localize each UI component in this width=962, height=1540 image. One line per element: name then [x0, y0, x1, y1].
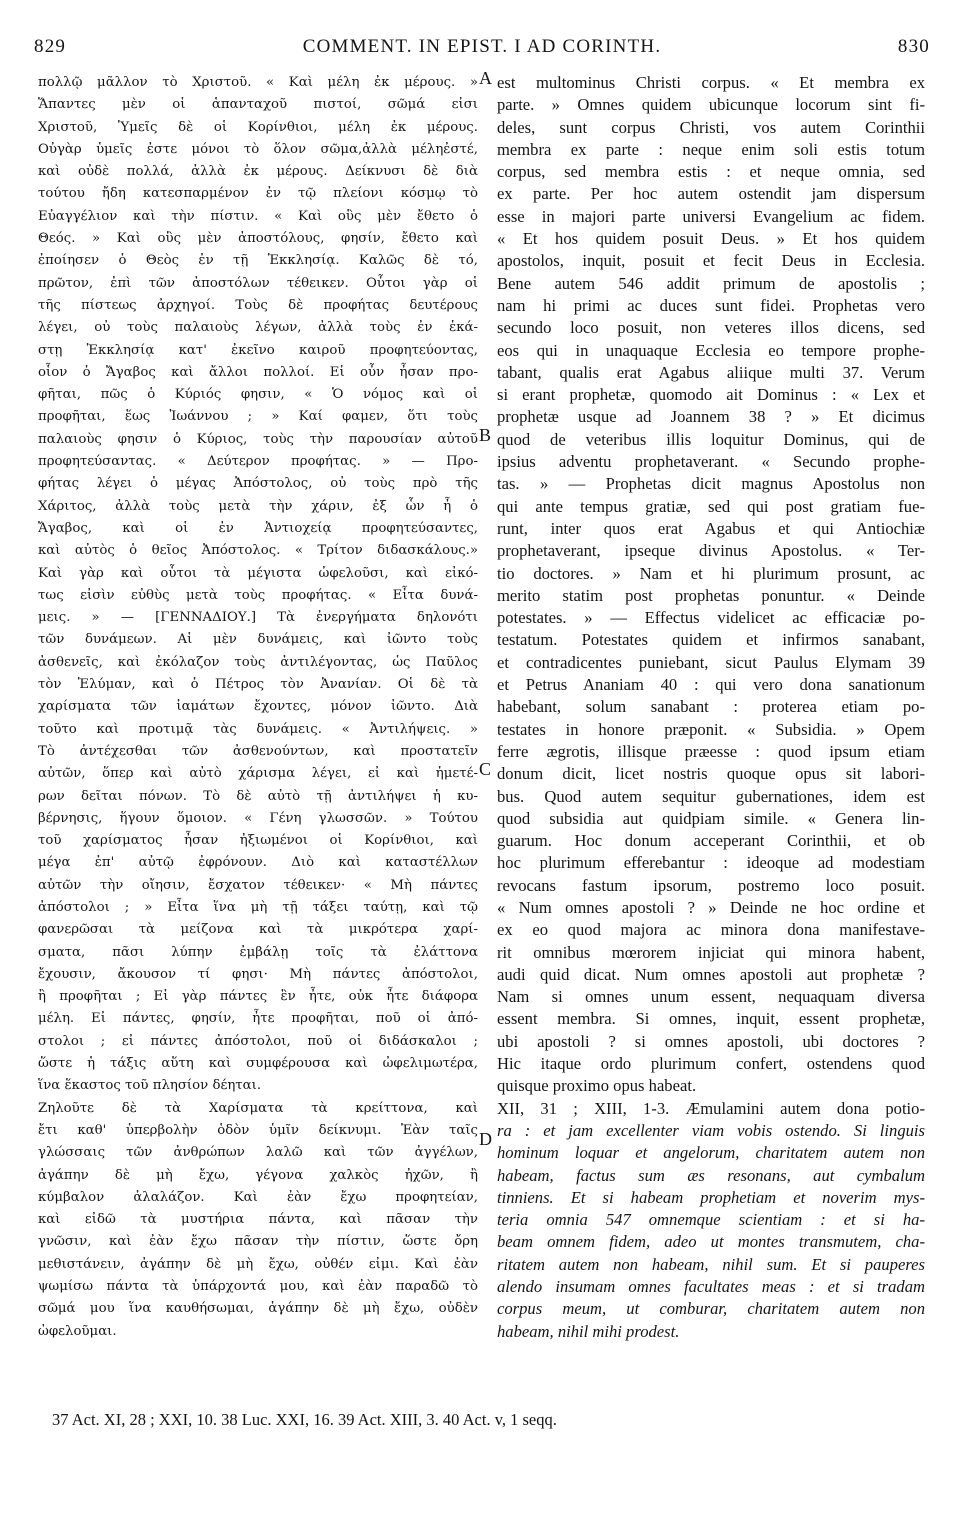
latin-text-line: tabant, qualis erat Agabus aliique multi 37. Verum: [497, 362, 925, 382]
greek-text-line: ψωμίσω πάντα τὰ ὑπάρχοντά μου, καὶ ἐὰν παραδῶ τὸ: [38, 1279, 478, 1295]
latin-text-line: Nam si omnes unum essent, nequaquam diversa: [497, 987, 925, 1007]
latin-text-line: corpus meum, ut comburar, charitatem autem non: [497, 1299, 925, 1319]
greek-column: [38, 72, 478, 1343]
greek-text-line: αὐτῶν, ὅπερ καὶ αὐτὸ χάρισμα λέγει, εἰ καὶ ἡμετέ-: [38, 766, 478, 782]
greek-text-line: στῃ Ἐκκλησίᾳ κατ' ἐκεῖνο καιροῦ προφητεύοντας,: [38, 342, 478, 358]
latin-text-line: ritatem autem non habeam, nihil sum. Et si pauperes: [497, 1254, 925, 1274]
latin-text-line: parte. » Omnes quidem ubicunque locorum sint fi-: [497, 95, 925, 115]
latin-text-line: nam hi primi ac duces sunt fidei. Prophetas vero: [497, 295, 925, 315]
greek-text-line: οἷον ὁ Ἄγαβος καὶ ἄλλοι πολλοί. Εἰ οὖν ἦσαν προ-: [38, 364, 478, 380]
latin-text-line: teria omnia 547 omnemque scientiam : et si ha-: [497, 1210, 925, 1230]
greek-text-line: Εὐαγγέλιον καὶ τὴν πίστιν. « Καὶ οὓς μὲν ἔθετο ὁ: [38, 208, 478, 224]
latin-text-line: guarum. Hoc donum acceperant Corinthii, et ob: [497, 831, 925, 851]
greek-text-line: ὠφελοῦμαι.: [38, 1323, 117, 1339]
latin-text-line: esse in majori parte universi Evangelium ac fidem.: [497, 206, 925, 226]
greek-text-line: ὥστε ἡ τάξις αὕτη καὶ συμφέρουσα καὶ ὠφελιμωτέρα,: [38, 1056, 478, 1072]
greek-text-line: Τὸ ἀντέχεσθαι τῶν ἀσθενούντων, καὶ προστατεῖν: [38, 743, 478, 759]
latin-text-line: quod de veteribus illis loquitur Dominus, qui de: [497, 429, 925, 449]
greek-text-line: ἔτι καθ' ὑπερβολὴν ὁδὸν ὑμῖν δείκνυμι. Ἐὰν ταῖς: [38, 1122, 478, 1138]
greek-text-line: στολοι ; εἰ πάντες ἀπόστολοι, ποῦ οἱ διδάσκαλοι ;: [38, 1033, 478, 1049]
latin-text-line: habeam, nihil mihi prodest.: [497, 1321, 680, 1341]
latin-text-line: rit omnibus mœrorem injiciat qui minora habent,: [497, 942, 925, 962]
greek-text-line: ἢ προφῆται ; Εἰ γὰρ πάντες ἓν ἦτε, οὐκ ἦτε διάφορα: [38, 989, 478, 1005]
latin-text-line: beam omnem fidem, adeo ut montes transmutem, cha-: [497, 1232, 925, 1252]
greek-text-line: χαρίσματα τῶν ἰαμάτων ἔχοντες, μόνον ἰῶντο. Διὰ: [38, 699, 478, 715]
greek-text-line: τῶν δυνάμεων. Αἱ μὲν δυνάμεις, καὶ ἰῶντο τοὺς: [38, 632, 478, 648]
latin-text-line: prophetaverant, ipseque divinus Apostolus. « Ter-: [497, 541, 925, 561]
greek-text-line: τούτου ἤδη κατεσπαρμένον ἐν τῷ πλείονι κόσμῳ τὸ: [38, 186, 478, 202]
greek-text-line: ἔχουσιν, ἄκουσον τί φησι· Μὴ πάντες ἀπόστολοι,: [38, 966, 478, 982]
latin-text-line: essent membra. Si omnes, inquit, essent prophetæ,: [497, 1009, 925, 1029]
greek-text-line: βέρνησις, ἥγουν ὅμοιον. « Γένη γλωσσῶν. » Τούτου: [38, 810, 478, 826]
greek-text-line: καὶ αὐτὸς ὁ θεῖος Ἀπόστολος. « Τρίτον διδασκάλους.»: [38, 543, 478, 559]
latin-text-line: est multominus Christi corpus. « Et membra ex: [497, 73, 925, 92]
greek-text-line: ρων δεῖται πόνων. Τὸ δὲ αὐτὸ τῇ ἀντιλήψει ἡ κυ-: [38, 788, 478, 804]
latin-text-line: tio doctores. » Nam et hi plurimum prosunt, ac: [497, 563, 925, 583]
latin-text-line: testatum. Potestates quidem et infirmos sanabant,: [497, 630, 925, 650]
latin-text-line: revocans fastum ipsorum, postremo loco posuit.: [497, 875, 925, 895]
latin-text-line: membra ex parte : neque enim soli estis totum: [497, 139, 925, 159]
greek-text-line: καὶ εἰδῶ τὰ μυστήρια πάντα, καὶ πᾶσαν τὴν: [38, 1212, 478, 1228]
greek-text-line: Χάριτος, ἀλλὰ τοὺς μετὰ τὴν χάριν, ἐξ ὧν ἦ ὁ: [38, 498, 478, 514]
running-header: [34, 36, 930, 60]
greek-text-line: Χριστοῦ, Ὑμεῖς δὲ οἱ Κορίνθιοι, μέλη ἐκ μέρους.: [38, 119, 478, 135]
footnotes: 37 Act. XI, 28 ; XXI, 10. 38 Luc. XXI, 16. 39 Act. XIII, 3. 40 Act. v, 1 seqq.: [52, 1410, 557, 1429]
greek-text-line: γλώσσαις τῶν ἀνθρώπων λαλῶ καὶ τῶν ἀγγέλων,: [38, 1145, 478, 1161]
greek-text-line: τως εἰσὶν εὐθὺς μετὰ τοὺς προφήτας. « Εἶτα δυνά-: [38, 587, 478, 603]
greek-text-line: μέλη. Εἰ πάντες, φησίν, ἦτε προφῆται, ποῦ οἱ ἀπό-: [38, 1011, 478, 1027]
greek-text-line: γνῶσιν, καὶ ἐὰν ἔχω πᾶσαν τὴν πίστιν, ὥστε ὄρη: [38, 1234, 478, 1250]
running-title: COMMENT. IN EPIST. I AD CORINTH.: [302, 36, 662, 57]
greek-text-line: πρῶτον, ἐπὶ τῶν ἀποστόλων τέθεικεν. Οὗτοι γὰρ οἱ: [38, 275, 478, 291]
latin-text-line: quod subsidia aut quidpiam simile. « Genera lin-: [497, 808, 925, 828]
latin-text-line: ex eo quod majora ac minora dona manifestave-: [497, 920, 925, 940]
greek-text-line: μέγα ἐπ' αὐτῷ ἐφρόνουν. Διὸ καὶ καταστέλλων: [38, 855, 478, 871]
greek-text-line: τῆς πίστεως ἀρχηγοί. Τοὺς δὲ προφήτας δευτέρους: [38, 297, 478, 313]
greek-text-line: Καὶ γὰρ καὶ οὗτοι τὰ μέγιστα ὠφελοῦσι, καὶ εἰκό-: [38, 565, 478, 581]
greek-text-line: ἀγάπην δὲ μὴ ἔχω, γέγονα χαλκὸς ἠχῶν, ἢ: [38, 1167, 478, 1183]
latin-text-line: alendo insumam omnes facultates meas : et si tradam: [497, 1277, 925, 1297]
greek-text-line: Ἄγαβος, καὶ οἱ ἐν Ἀντιοχείᾳ προφητεύσαντες,: [38, 520, 478, 536]
margin-marker-d: D: [479, 1129, 492, 1149]
latin-text-line: hoc plurimum efferebantur : ideoque ad modestiam: [497, 853, 925, 873]
latin-text-line: ferre ægrotis, illisque præesse : quod ipsum etiam: [497, 741, 925, 761]
latin-text-line: bus. Quod autem sequitur gubernationes, idem est: [497, 786, 925, 806]
latin-text-line: donum dicit, licet nostris quoque opus sit labori-: [497, 764, 925, 784]
greek-text-line: προφητεύσαντας. « Δεύτερον προφήτας. » — Προ-: [38, 454, 478, 470]
greek-text-line: τὸν Ἐλύμαν, καὶ ὁ Πέτρος τὸν Ἀνανίαν. Οἱ δὲ τὰ: [38, 677, 478, 693]
latin-text-line: tinniens. Et si habeam prophetiam et noverim mys-: [497, 1187, 925, 1207]
greek-text-line: πολλῷ μᾶλλον τὸ Χριστοῦ. « Καὶ μέλη ἐκ μέρους. »: [38, 75, 478, 90]
latin-text-line: et contradicentes puniebant, sicut Paulus Elymam 39: [497, 652, 925, 672]
latin-text-line: « Num omnes apostoli ? » Deinde ne hoc ordine et: [497, 897, 925, 917]
greek-text-line: σῶμά μου ἵνα καυθήσωμαι, ἀγάπην δὲ μὴ ἔχω, οὐδὲν: [38, 1301, 478, 1317]
greek-text-line: ἵνα ἕκαστος τοῦ πλησίον δέηται.: [38, 1078, 262, 1094]
greek-text-line: τοῦ χαρίσματος ἦσαν ἠξιωμένοι οἱ Κορίνθιοι, καὶ: [38, 833, 478, 849]
greek-text-line: τοῦτο καὶ προτιμᾷ τὰς δυνάμεις. « Ἀντιλήψεις. »: [38, 721, 478, 737]
greek-text-line: Ζηλοῦτε δὲ τὰ Χαρίσματα τὰ κρείττονα, καὶ: [38, 1100, 478, 1116]
latin-text-line: corpus, sed membra estis : et neque omnia, sed: [497, 162, 925, 182]
latin-text-line: quisque proximo opus habeat.: [497, 1076, 697, 1096]
margin-marker-b: B: [479, 425, 492, 445]
latin-text-line: qui ante tempus gratiæ, sed qui post gratiam fue-: [497, 496, 925, 516]
latin-text-line: potestates. » — Effectus videlicet ac efficaciæ po-: [497, 608, 925, 628]
greek-text-line: αὐτῶν τὴν οἴησιν, ἔσχατον τέθεικεν· « Μὴ πάντες: [38, 877, 478, 893]
page-number-right: 830: [897, 36, 930, 57]
latin-text-line: secundo loco posuit, non veteres illos dicens, sed: [497, 318, 925, 338]
greek-text-line: σματα, πᾶσι λύπην ἐμβάλῃ τοῖς τὰ ἐλάττονα: [38, 944, 478, 960]
latin-text-line: habebant, solum sanabant : proterea etiam po-: [497, 697, 925, 717]
latin-text-line: audi quid dicat. Num omnes apostoli aut prophetæ ?: [497, 964, 925, 984]
page-number-left: 829: [34, 36, 67, 57]
greek-text-line: μεις. » — [ΓΕΝΝΑΔΙΟΥ.] Τὰ ἐνεργήματα δηλονότι: [38, 610, 478, 626]
latin-text-line: deles, sunt corpus Christi, vos autem Corinthii: [497, 117, 925, 137]
latin-text-line: eos qui in unaquaque Ecclesia eo tempore prophe-: [497, 340, 925, 360]
greek-text-line: μεθιστάνειν, ἀγάπην δὲ μὴ ἔχω, οὐθέν εἰμι. Καὶ ἐὰν: [38, 1256, 478, 1272]
greek-text-line: λέγει, οὐ τοὺς παλαιοὺς λέγων, ἀλλὰ τοὺς ἐν ἑκά-: [38, 320, 478, 336]
latin-text-line: XII, 31 ; XIII, 1-3. Æmulamini autem dona potio-: [497, 1098, 925, 1118]
greek-text-line: Θεός. » Καὶ οὓς μὲν ἀποστόλους, φησίν, ἔθετο καὶ: [38, 231, 478, 247]
latin-text-line: Bene autem 546 addit primum de apostolis ;: [497, 273, 925, 293]
margin-marker-c: C: [479, 759, 492, 779]
margin-marker-a: A: [479, 68, 492, 88]
greek-text-line: ἀπόστολοι ; » Εἶτα ἵνα μὴ τῇ τάξει ταύτῃ, καὶ τῷ: [38, 899, 478, 915]
latin-text-line: ubi apostoli ? si omnes apostoli, ubi doctores ?: [497, 1031, 925, 1051]
latin-text-line: habeam, factus sum æs resonans, aut cymbalum: [497, 1165, 925, 1185]
greek-text-line: φῆται, πῶς ὁ Κύριός φησιν, « Ὁ νόμος καὶ οἱ: [38, 387, 478, 403]
latin-text-line: et Petrus Ananiam 40 : qui vero dona sanationum: [497, 675, 925, 695]
greek-text-line: καὶ οὐδὲ πολλά, ἀλλὰ ἐκ μέρους. Δείκνυσι δὲ διὰ: [38, 164, 478, 180]
latin-text-line: si erant prophetæ, quomodo ait Dominus : « Lex et: [497, 385, 925, 405]
greek-text-line: κύμβαλον ἀλαλάζον. Καὶ ἐὰν ἔχω προφητείαν,: [38, 1189, 478, 1205]
latin-text-line: apostolos, inquit, posuit et fecit Deus in Ecclesia.: [497, 251, 925, 271]
latin-text-line: « Et hos quidem posuit Deus. » Et hos quidem: [497, 229, 925, 249]
latin-text-line: ipsius adventu prophetaverant. « Secundo prophe-: [497, 452, 925, 472]
greek-text-line: φανερῶσαι τὰ μείζονα καὶ τὰ μικρότερα χαρί-: [38, 922, 478, 938]
greek-text-line: Ἅπαντες μὲν οἱ ἁπανταχοῦ πιστοί, σῶμά εἰσι: [38, 97, 478, 113]
latin-text-line: testates in honore præponit. « Subsidia. » Opem: [497, 719, 925, 739]
latin-text-line: prophetæ usque ad Joannem 38 ? » Et dicimus: [497, 407, 925, 427]
greek-text-line: προφῆται, ἕως Ἰωάννου ; » Καί φαμεν, ὅτι τοὺς: [38, 409, 478, 425]
latin-text-line: tas. » — Prophetas dicit magnus Apostolus non: [497, 474, 925, 494]
latin-text-line: Hic itaque ordo plurimum confert, ostendens quod: [497, 1054, 925, 1074]
latin-text-line: runt, inter quos erat Agabus et qui Antiochiæ: [497, 518, 925, 538]
greek-text-line: ἐποίησεν ὁ Θεὸς ἐν τῇ Ἐκκλησίᾳ. Καλῶς δὲ τό,: [38, 253, 478, 269]
latin-text-line: merito statim post prophetas ponuntur. « Deinde: [497, 585, 925, 605]
greek-text-line: παλαιοὺς φησιν ὁ Κύριος, τοὺς τὴν παρουσίαν αὐτοῦ: [38, 431, 478, 447]
latin-text-line: ra : et jam excellenter viam vobis ostendo. Si linguis: [497, 1120, 925, 1140]
latin-text-line: ex parte. Per hoc autem ostendit jam dispersum: [497, 184, 925, 204]
greek-text-line: ἀσθενεῖς, καὶ ἐκόλαζον τοὺς ἀντιλέγοντας, ὡς Παῦλος: [38, 654, 478, 670]
latin-text-line: hominum loquar et angelorum, charitatem autem non: [497, 1143, 925, 1163]
greek-text-line: Οὐγὰρ ὑμεῖς ἐστε μόνοι τὸ ὅλον σῶμα,ἀλλὰ μέληἐστέ,: [38, 141, 478, 157]
greek-text-line: φήτας λέγει ὁ μέγας Ἀπόστολος, οὐ τοὺς πρὸ τῆς: [38, 476, 478, 492]
latin-column: [497, 72, 925, 1343]
